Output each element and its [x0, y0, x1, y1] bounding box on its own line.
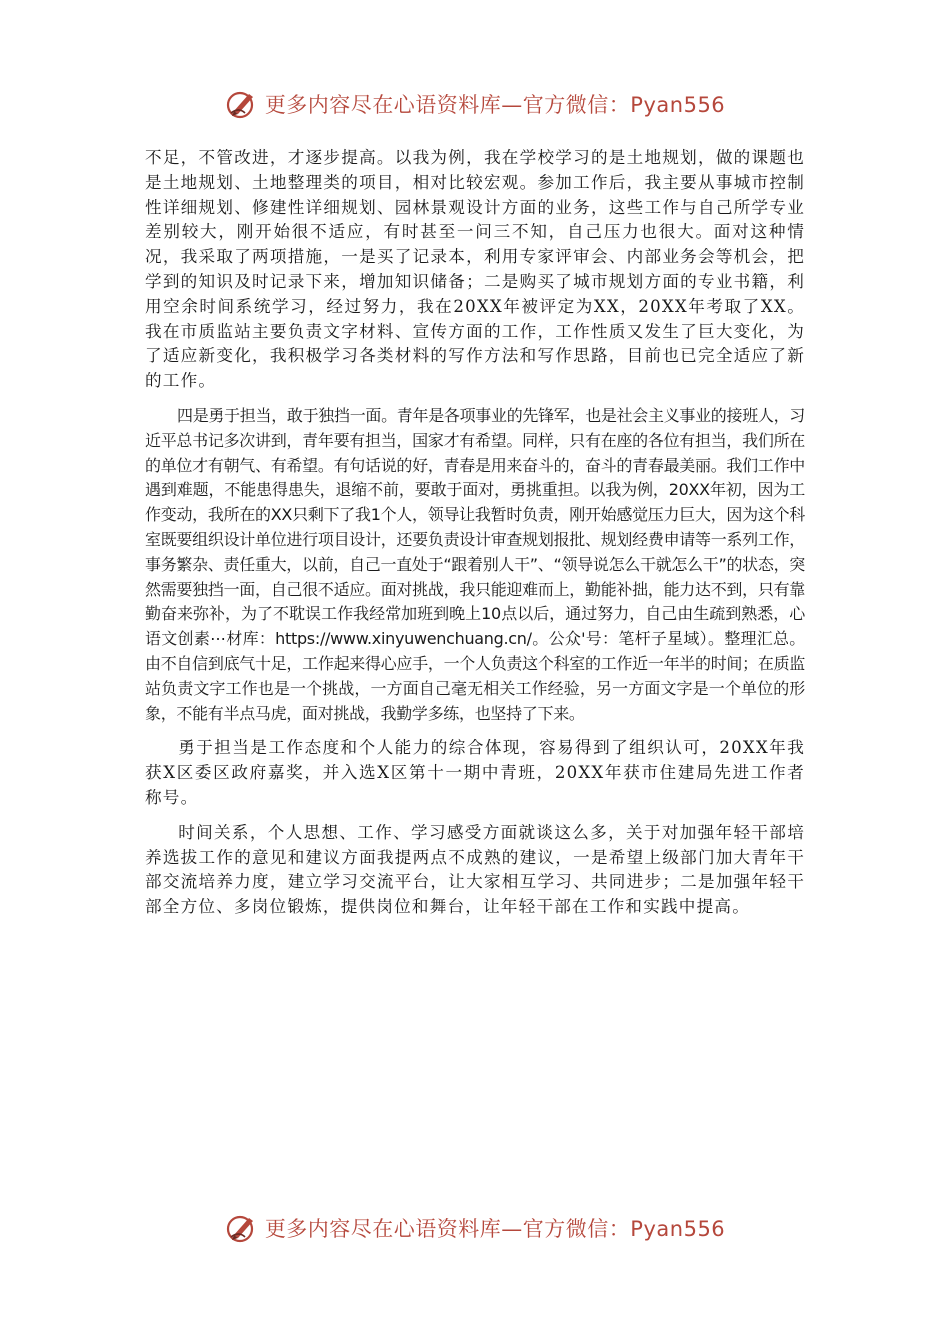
footer-banner	[0, 1208, 950, 1248]
paragraph-3: 勇于担当是工作态度和个人能力的综合体现，容易得到了组织认可，20XX年我获X区委区政府嘉奖，并入选X区第十一期中青班，20XX年获市住建局先进工作者称号。	[145, 738, 805, 807]
header-banner-text: 更多内容尽在心语资料库—官方微信：Pyan556	[264, 93, 726, 117]
footer-banner-text: 更多内容尽在心语资料库—官方微信：Pyan556	[264, 1217, 726, 1241]
paragraph-2: 四是勇于担当，敢于独挡一面。青年是各项事业的先锋军，也是社会主义事业的接班人，习近平总书记多次讲到，青年要有担当，国家才有希望。同样，只有在座的各位有担当，我们所在的单位才有朝气、有希望。有句话说的好，青春是用来奋斗的，奋斗的青春最美丽。我们工作中遇到难题，不能患得患失，退缩不前，要敢于面对，勇挑重担。以我为例，20XX年初，因为工作变动，我所在的XX只剩下了我1个人，领导让我暂时负责，刚开始感觉压力巨大，因为这个科室既要组织设计单位进行项目设计，还要负责设计审查规划报批、规划经费申请等一系列工作，事务繁杂、责任重大，以前，自己一直处于“跟着别人干”、“领导说怎么干就怎么干”的状态，突然需要独挡一面，自己很不适应。面对挑战，我只能迎难而上，勤能补拙，能力达不到，只有靠勤奋来弥补，为了不耽误工作我经常加班到晚上10点以后，通过努力，自己由生疏到熟悉，心语文创素⋯材库：https://www.xinyuwenchuang.cn/。公众'号：笔杆子星域）。整理汇总。由不自信到底气十足，工作起来得心应手，一个人负责这个科室的工作近一年半的时间；在质监站负责文字工作也是一个挑战，一方面自己毫无相关工作经验，另一方面文字是一个单位的形象，不能有半点马虎，面对挑战，我勤学多练，也坚持了下来。	[145, 405, 806, 723]
header-banner	[0, 84, 950, 124]
pen-in-circle-logo-icon	[225, 1211, 259, 1245]
pen-in-circle-logo-icon	[225, 87, 259, 121]
document-body	[145, 146, 805, 930]
paragraph-1: 不足，不管改进，才逐步提高。以我为例，我在学校学习的是土地规划，做的课题也是土地规划、土地整理类的项目，相对比较宏观。参加工作后，我主要从事城市控制性详细规划、修建性详细规划、园林景观设计方面的业务，这些工作与自己所学专业差别较大，刚开始很不适应，有时甚至一问三不知，自己压力也很大。面对这种情况，我采取了两项措施，一是买了记录本，利用专家评审会、内部业务会等机会，把学到的知识及时记录下来，增加知识储备；二是购买了城市规划方面的专业书籍，利用空余时间系统学习，经过努力，我在20XX年被评定为XX，20XX年考取了XX。我在市质监站主要负责文字材料、宣传方面的工作，工作性质又发生了巨大变化，为了适应新变化，我积极学习各类材料的写作方法和写作思路，目前也已完全适应了新的工作。	[145, 148, 805, 391]
paragraph-4: 时间关系，个人思想、工作、学习感受方面就谈这么多，关于对加强年轻干部培养选拔工作的意见和建议方面我提两点不成熟的建议，一是希望上级部门加大青年干部交流培养力度，建立学习交流平台，让大家相互学习、共同进步；二是加强年轻干部全方位、多岗位锻炼，提供岗位和舞台，让年轻干部在工作和实践中提高。	[145, 822, 805, 917]
